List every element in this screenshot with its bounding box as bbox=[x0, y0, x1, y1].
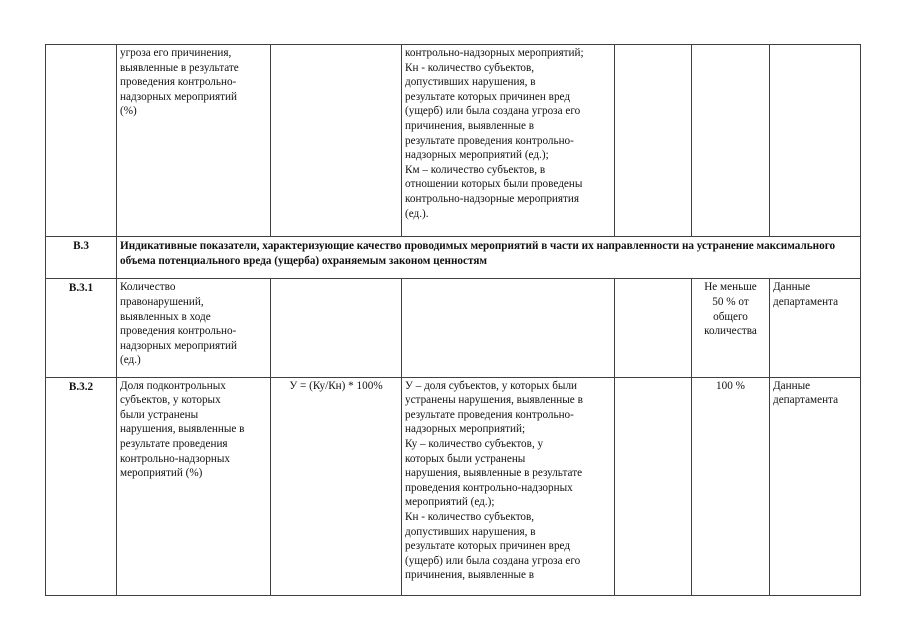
cell-data-source: Данные департамента bbox=[770, 377, 861, 595]
cell-target-value: 100 % bbox=[692, 377, 770, 595]
cell-empty bbox=[615, 377, 692, 595]
cell-formula bbox=[271, 45, 402, 237]
cell-indicator-name: Количество правонарушений, выявленных в ходе проведения контрольно- надзорных мероприятий (ед.) bbox=[117, 279, 271, 377]
cell-target-value: Не меньше 50 % от общего количества bbox=[692, 279, 770, 377]
table-row-section bbox=[46, 237, 861, 279]
section-title: Индикативные показатели, характеризующие качество проводимых мероприятий в части их направленности на устранение максимального объема потенциального вреда (ущерба) охраняемым законом ценностям bbox=[117, 237, 861, 279]
cell-target-value bbox=[692, 45, 770, 237]
section-number: В.3 bbox=[46, 237, 117, 279]
table-row bbox=[46, 279, 861, 377]
cell-description: У – доля субъектов, у которых были устранены нарушения, выявленные в результате проведения контрольно- надзорных мероприятий; Ку – количество субъектов, у которых были устранены нарушения, выявленные в результате проведения контрольно-надзорных мероприятий (ед.); Кн - количество субъектов, допустивших нарушения, в результате которых причинен вред (ущерб) или была создана угроза его причинения, выявленные в bbox=[402, 377, 615, 595]
cell-number bbox=[46, 45, 117, 237]
cell-data-source: Данные департамента bbox=[770, 279, 861, 377]
cell-formula: У = (Ку/Кн) * 100% bbox=[271, 377, 402, 595]
cell-data-source bbox=[770, 45, 861, 237]
cell-empty bbox=[615, 45, 692, 237]
table-row bbox=[46, 377, 861, 595]
cell-number: В.3.2 bbox=[46, 377, 117, 595]
cell-number: В.3.1 bbox=[46, 279, 117, 377]
cell-description bbox=[402, 279, 615, 377]
cell-description: контрольно-надзорных мероприятий; Кн - количество субъектов, допустивших нарушения, в результате которых причинен вред (ущерб) или была создана угроза его причинения, выявленные в результате проведения контрольно- надзорных мероприятий (ед.); Км – количество субъектов, в отношении которых были проведены контрольно-надзорные мероприятия (ед.). bbox=[402, 45, 615, 237]
cell-empty bbox=[615, 279, 692, 377]
cell-formula bbox=[271, 279, 402, 377]
cell-indicator-name: Доля подконтрольных субъектов, у которых были устранены нарушения, выявленные в результате проведения контрольно-надзорных мероприятий (%) bbox=[117, 377, 271, 595]
indicators-table bbox=[45, 44, 861, 596]
cell-indicator-name: угроза его причинения, выявленные в результате проведения контрольно- надзорных мероприятий (%) bbox=[117, 45, 271, 237]
table-row-continuation bbox=[46, 45, 861, 237]
